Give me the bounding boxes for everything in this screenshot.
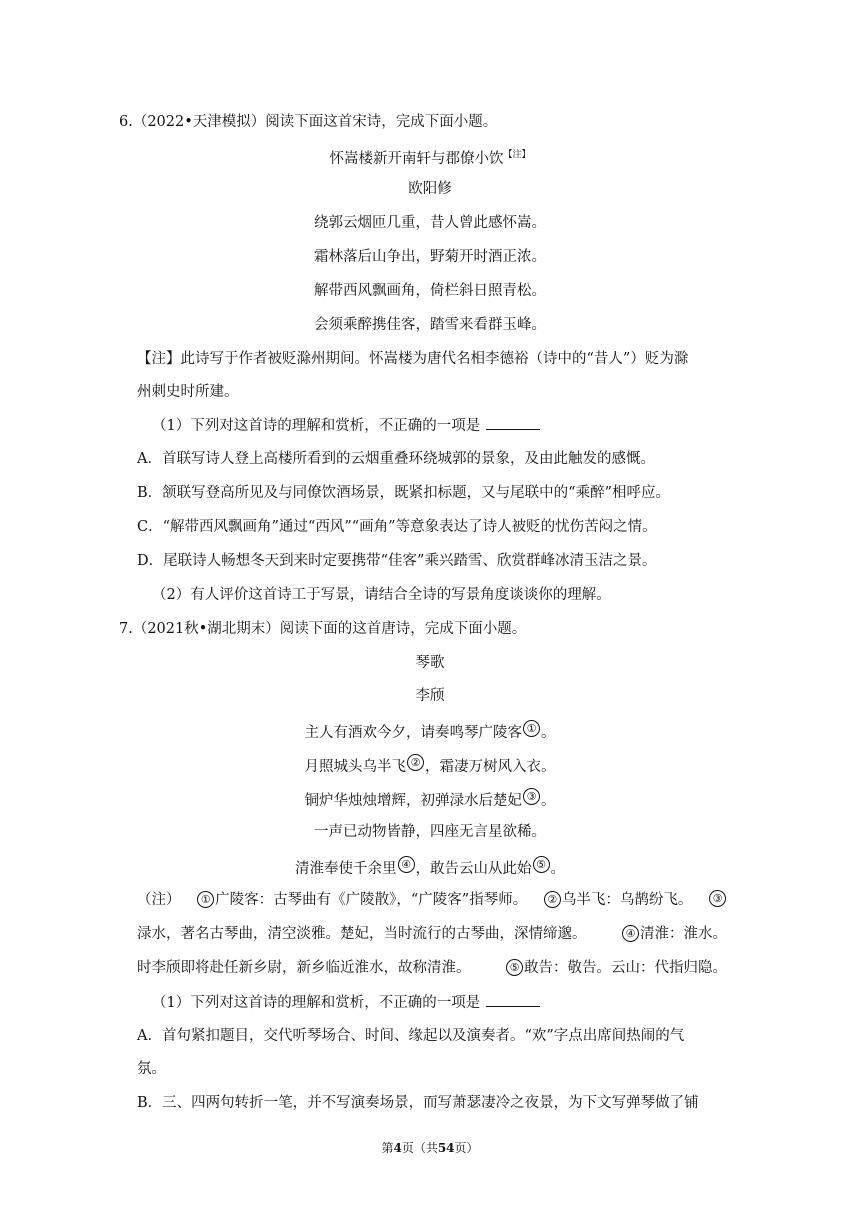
q7-notes-line-1: （注） ① 广陵客：古琴曲有《广陵散》，“广陵客”指琴师。 ② 乌半飞：乌鹊纷飞。 ③ bbox=[137, 890, 727, 910]
q6-poem-line-3: 解带西风飘画角，倚栏斜日照青松。 bbox=[314, 283, 546, 299]
q6-option-b: B．颔联写登高所见及与同僚饮酒场景，既紧扣标题，又与尾联中的“乘醉”相呼应。 bbox=[137, 485, 670, 501]
q7-poem-line-4: 一声已动物皆静，四座无言星欲稀。 bbox=[314, 824, 546, 840]
q6-poem-line-4: 会须乘醉携佳客，踏雪来看群玉峰。 bbox=[314, 317, 546, 333]
q6-option-d: D．尾联诗人畅想冬天到来时定要携带“佳客”乘兴踏雪、欣赏群峰冰清玉洁之景。 bbox=[137, 553, 657, 569]
q7-header: 7.（2021秋•湖北期末）阅读下面的这首唐诗，完成下面小题。 bbox=[119, 621, 527, 637]
q7-option-a-line-1: A．首句紧扣题目，交代听琴场合、时间、缘起以及演奏者。“欢”字点出席间热闹的气 bbox=[137, 1028, 685, 1044]
footnote-marker-1: ① bbox=[523, 720, 540, 737]
q6-poem-author: 欧阳修 bbox=[408, 181, 452, 197]
q7-poem-author: 李颀 bbox=[415, 688, 445, 704]
q7-poem-line-3: 铜炉华烛烛增辉，初弹渌水后楚妃 ③ 。 bbox=[304, 790, 556, 809]
page-number: 4 bbox=[393, 1141, 402, 1155]
q7-poem-line-2: 月照城头乌半飞 ② ，霜凄万树风入衣。 bbox=[304, 756, 556, 775]
q6-header: 6.（2022•天津模拟）阅读下面这首宋诗，完成下面小题。 bbox=[119, 114, 498, 130]
q6-poem-title: 怀嵩楼新开南轩与郡僚小饮$^{【注】}$ bbox=[329, 150, 531, 167]
q6-poem-line-2: 霜林落后山争出，野菊开时酒正浓。 bbox=[314, 249, 546, 265]
footnote-marker-4: ④ bbox=[398, 856, 415, 873]
q6-title-note-mark: 【注】 bbox=[503, 150, 531, 160]
q6-note-line-1: 【注】此诗写于作者被贬滁州期间。怀嵩楼为唐代名相李德裕（诗中的“昔人”）贬为滁 bbox=[137, 351, 689, 367]
page-footer: 第4页（共54页） bbox=[381, 1141, 479, 1155]
page-total: 54 bbox=[437, 1141, 455, 1155]
q6-option-c: C．“解带西风飘画角”通过“西风”“画角”等意象表达了诗人被贬的忧伤苦闷之情。 bbox=[137, 519, 657, 535]
answer-blank[interactable] bbox=[486, 992, 540, 1007]
q7-poem-line-5: 清淮奉使千余里 ④ ，敢告云山从此始 ⑤ 。 bbox=[295, 858, 565, 877]
q6-subquestion-2: （2）有人评价这首诗工于写景，请结合全诗的写景角度谈谈你的理解。 bbox=[152, 587, 611, 603]
footnote-marker-2: ② bbox=[407, 754, 424, 771]
q7-option-a-line-2: 氛。 bbox=[137, 1061, 166, 1077]
q7-notes-line-3: 时李颀即将赴任新乡尉，新乡临近淮水，故称清淮。 ⑤ 敢告：敬告。云山：代指归隐。 bbox=[137, 960, 727, 976]
q7-poem-title: 琴歌 bbox=[415, 655, 445, 671]
q6-poem-line-1: 绕郭云烟匝几重，昔人曾此感怀嵩。 bbox=[314, 215, 546, 231]
q7-option-b: B．三、四两句转折一笔，并不写演奏场景，而写萧瑟凄冷之夜景，为下文写弹琴做了铺 bbox=[137, 1095, 699, 1111]
footnote-marker-5: ⑤ bbox=[533, 856, 550, 873]
q6-option-a: A．首联写诗人登上高楼所看到的云烟重叠环绕城郭的景象，及由此触发的感慨。 bbox=[137, 451, 655, 467]
q7-subquestion-1: （1）下列对这首诗的理解和赏析，不正确的一项是 bbox=[152, 992, 540, 1013]
q7-poem-line-1: 主人有酒欢今夕，请奏鸣琴广陵客 ① 。 bbox=[304, 722, 556, 741]
q6-subquestion-1: （1）下列对这首诗的理解和赏析，不正确的一项是 bbox=[152, 415, 540, 436]
q7-notes-line-2: 渌水，著名古琴曲，清空淡雅。楚妃，当时流行的古琴曲，深情缔邈。 ④ 清淮：淮水。 bbox=[137, 926, 727, 942]
q6-note-line-2: 州刺史时所建。 bbox=[137, 384, 239, 400]
footnote-marker-3: ③ bbox=[523, 788, 540, 805]
answer-blank[interactable] bbox=[486, 415, 540, 430]
